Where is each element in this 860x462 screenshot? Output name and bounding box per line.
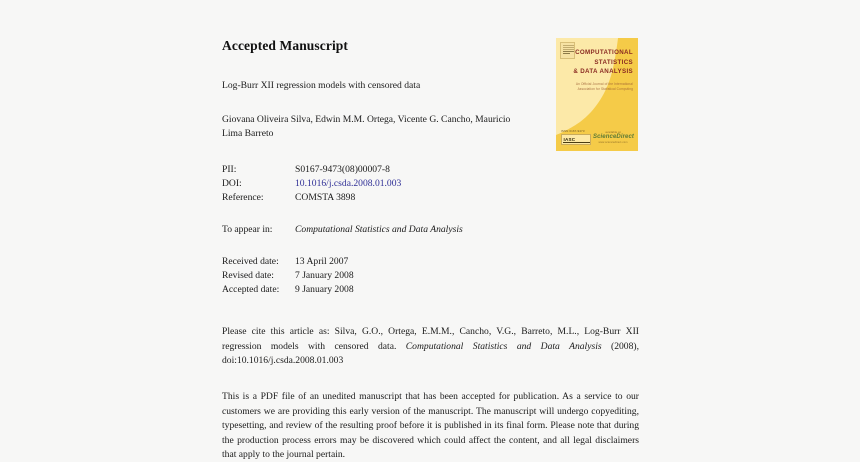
disclaimer-paragraph: This is a PDF file of an unedited manuscript that has been accepted for publication. As a service to our customers we are providing this early version of the manuscript. The manuscript will undergo copyediting, typesetting, and review of the resulting proof before it is published in its final form. Please note that during the production process errors may be discovered which could affect the content, and all legal disclaimers that apply to the journal pertain. — [222, 391, 639, 460]
cover-title-line-3: & DATA ANALYSIS — [573, 68, 633, 76]
cover-society-badge — [561, 134, 591, 145]
cover-journal-title — [571, 48, 633, 77]
citation-paragraph — [222, 325, 639, 368]
table-row — [222, 177, 401, 191]
cover-brand-url: www.sciencedirect.com — [598, 141, 628, 144]
metadata-label-reference: Reference: — [222, 192, 264, 204]
date-value-revised: 7 January 2008 — [295, 269, 354, 281]
cover-brand-top: available at — [605, 129, 621, 134]
doi-link[interactable]: 10.1016/j.csda.2008.01.003 — [295, 178, 402, 190]
appear-in-label: To appear in: — [222, 224, 273, 236]
metadata-value-reference: COMSTA 3898 — [295, 192, 356, 204]
cover-badge-rule — [563, 142, 590, 143]
metadata-label-doi: DOI: — [222, 178, 242, 190]
table-row — [222, 283, 354, 297]
cover-issn: ISSN 0167-9473 — [561, 129, 585, 133]
appear-in-table — [222, 223, 463, 237]
citation-lead: Please cite this article as: Silva, G.O., Ortega, E.M.M., Cancho, V.G., Barreto, M.L., Log-Burr XII regression models with censored data. — [222, 326, 639, 352]
cover-subtitle: An Official Journal of the International Association for Statistical Computing — [575, 82, 633, 91]
appear-in-journal: Computational Statistics and Data Analysis — [295, 224, 463, 236]
table-row — [222, 191, 401, 205]
citation-tail: (2008), doi:10.1016/j.csda.2008.01.003 — [222, 340, 639, 366]
cover-title-line-2: STATISTICS — [594, 58, 633, 66]
metadata-table — [222, 163, 401, 205]
date-value-accepted: 9 January 2008 — [295, 284, 354, 296]
article-title: Log-Burr XII regression models with censored data — [222, 80, 421, 92]
page-title: Accepted Manuscript — [222, 38, 349, 53]
citation-journal: Computational Statistics and Data Analysis — [405, 340, 602, 352]
cover-badge-text: IASC — [563, 136, 576, 142]
table-row — [222, 269, 354, 283]
author-list: Giovana Oliveira Silva, Edwin M.M. Ortega, Vicente G. Cancho, Mauricio Lima Barreto — [222, 114, 511, 140]
metadata-value-doi — [295, 177, 401, 191]
metadata-label-pii: PII: — [222, 163, 237, 175]
cover-brand-name: ScienceDirect — [593, 133, 634, 140]
table-row — [222, 223, 463, 237]
date-label-accepted: Accepted date: — [222, 284, 280, 296]
journal-cover-thumbnail — [556, 38, 638, 151]
table-row — [222, 163, 401, 177]
table-row — [222, 255, 354, 269]
date-label-received: Received date: — [222, 255, 279, 267]
cover-title-line-1: COMPUTATIONAL — [575, 49, 633, 56]
dates-table — [222, 255, 354, 297]
date-value-received: 13 April 2007 — [295, 255, 349, 267]
metadata-value-pii: S0167-9473(08)00007-8 — [295, 163, 390, 175]
cover-platform-brand — [593, 130, 633, 144]
date-label-revised: Revised date: — [222, 269, 274, 281]
